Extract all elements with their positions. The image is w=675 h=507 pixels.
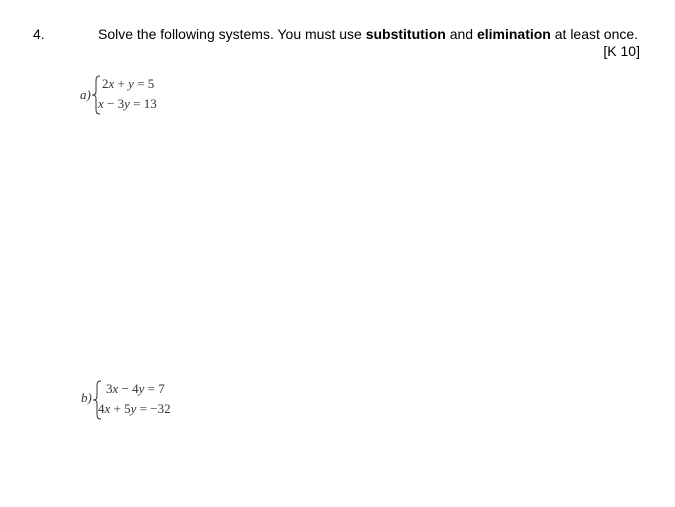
equation-b1: 3x − 4y = 7 — [106, 381, 165, 396]
equation-b2: 4x + 5y = −32 — [98, 401, 171, 416]
instruction-bold-elimination: elimination — [476, 26, 551, 42]
equation-b1-rhs: 7 — [158, 381, 165, 396]
question-number: 4. — [33, 26, 45, 42]
equation-a1: 2x + y = 5 — [102, 76, 155, 91]
system-label-a: a) — [80, 87, 91, 102]
equation-a2-lhs: x − 3y — [98, 96, 130, 111]
equation-a1-lhs: 2x + y — [102, 76, 134, 91]
instruction-text-3: at least once. — [550, 26, 639, 42]
question-instruction — [98, 26, 638, 43]
equation-b1-lhs: 3x − 4y — [106, 381, 145, 396]
equation-a1-rhs: 5 — [147, 76, 155, 91]
equation-system-b — [80, 380, 210, 420]
equation-a2: x − 3y = 13 — [98, 96, 157, 111]
equation-b2-rhs: −32 — [150, 401, 171, 416]
instruction-text-2: and — [445, 26, 477, 42]
system-label-b: b) — [81, 390, 92, 405]
equation-a2-rhs: 13 — [143, 96, 157, 111]
equation-system-a — [80, 75, 200, 115]
instruction-text-1: Solve the following systems. You must use — [98, 26, 366, 42]
marks-label: [K 10] — [603, 43, 640, 59]
instruction-bold-substitution: substitution — [365, 26, 446, 42]
equation-b2-lhs: 4x + 5y — [98, 401, 137, 416]
